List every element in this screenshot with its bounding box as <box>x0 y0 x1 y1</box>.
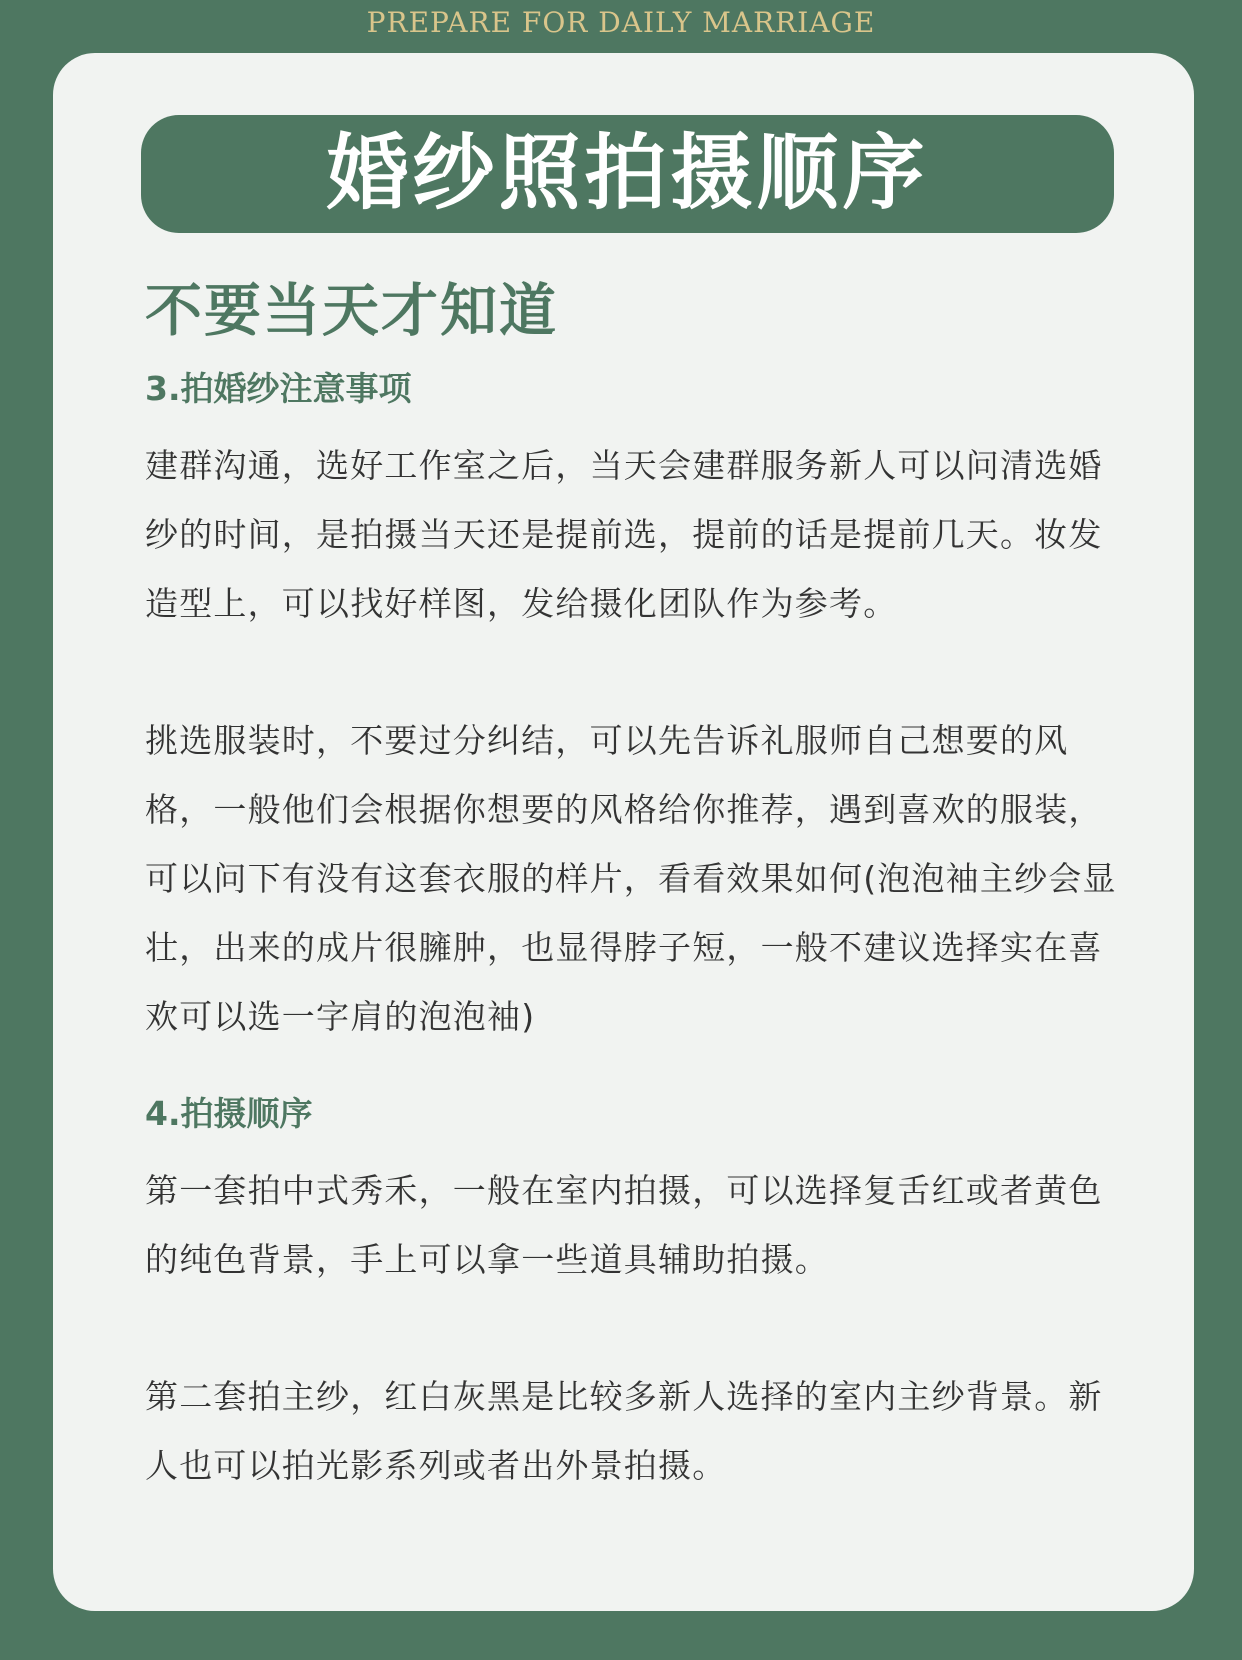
paragraph: 挑选服装时，不要过分纠结，可以先告诉礼服师自己想要的风格，一般他们会根据你想要的风格给你推荐，遇到喜欢的服装，可以问下有没有这套衣服的样片，看看效果如何(泡泡袖主纱会显壮，出来的成片很臃肿，也显得脖子短，一般不建议选择实在喜欢可以选一字肩的泡泡袖) <box>145 721 1117 1036</box>
top-banner: PREPARE FOR DAILY MARRIAGE <box>366 6 876 39</box>
paragraph: 第一套拍中式秀禾，一般在室内拍摄，可以选择复舌红或者黄色的纯色背景，手上可以拿一些道具辅助拍摄。 <box>145 1171 1103 1279</box>
section-heading-order: 4.拍摄顺序 <box>145 1094 313 1133</box>
paragraph: 第二套拍主纱，红白灰黑是比较多新人选择的室内主纱背景。新人也可以拍光影系列或者出外景拍摄。 <box>145 1377 1103 1485</box>
content-card <box>53 53 1194 1611</box>
article-body <box>145 278 1125 1500</box>
subtitle: 不要当天才知道 <box>145 278 558 344</box>
title-bar <box>141 115 1114 233</box>
paragraph: 建群沟通，选好工作室之后，当天会建群服务新人可以问清选婚纱的时间，是拍摄当天还是提前选，提前的话是提前几天。妆发造型上，可以找好样图，发给摄化团队作为参考。 <box>145 446 1103 623</box>
page-title: 婚纱照拍摄顺序 <box>326 126 929 221</box>
section-heading-notes: 3.拍婚纱注意事项 <box>145 369 412 408</box>
